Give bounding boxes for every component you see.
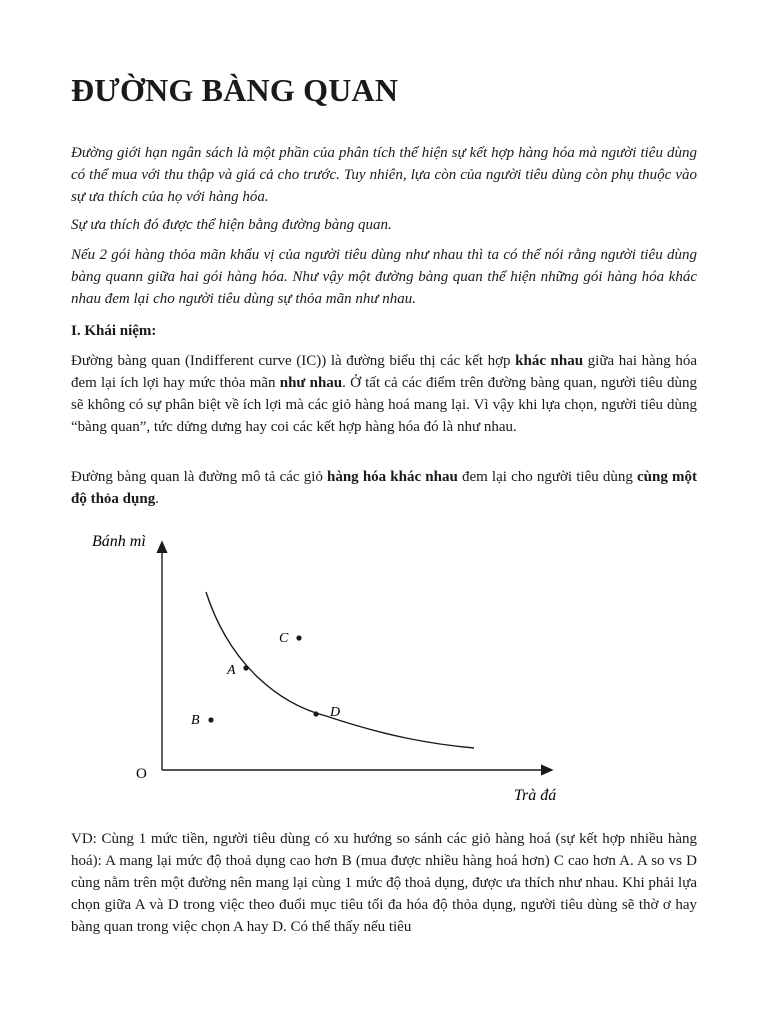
definition2-text-d: . xyxy=(155,491,159,507)
definition2-bold-2: cùng một độ thỏa dụng xyxy=(71,469,697,507)
page-title: ĐƯỜNG BÀNG QUAN xyxy=(71,72,399,108)
intro-paragraph-1: Đường giới hạn ngân sách là một phần của phân tích thể hiện sự kết hợp hàng hóa mà người tiêu dùng có thể mua với thu thập và giá cả cho trước. Tuy nhiên, lựa còn của người tiêu dùng còn phụ thuộc vào sự ưa thích của họ với hàng hóa. xyxy=(71,145,697,205)
definition2-text-c: đem lại cho người tiêu dùng xyxy=(457,469,638,485)
definition-text-d: . Ở tất cả các điểm trên đường bàng quan, người tiêu dùng sẽ không có sự phân biệt về ích lợi mà các giỏ hàng hoá mang lại. Vì vậy khi lựa chọn, người tiêu dùng “bàng quan”, tức dửng dưng hay coi các kết hợp hàng hóa đó là như nhau. xyxy=(71,375,698,435)
definition-paragraph xyxy=(71,350,697,438)
point-b-marker xyxy=(208,717,213,722)
point-b-label: B xyxy=(191,713,200,728)
definition-bold-1: khác nhau xyxy=(515,353,584,369)
section-heading: I. Khái niệm: xyxy=(71,323,157,339)
intro-paragraph-2: Sự ưa thích đó được thể hiện bằng đường bàng quan. xyxy=(71,217,392,233)
point-c-label: C xyxy=(279,631,289,646)
example-paragraph: VD: Cùng 1 mức tiền, người tiêu dùng có xu hướng so sánh các giỏ hàng hoá (sự kết hợp nhiều hàng hoá): A mang lại mức độ thoả dụng cao hơn B (mua được nhiều hàng hoá hơn) C cao hơn A. A so vs D cùng nằm trên một đường nên mang lại cùng 1 mức độ thoả dụng, được ưa thích như nhau. Khi phải lựa chọn giữa A và D trong việc theo đuổi mục tiêu tối đa hóa độ thỏa dụng, người tiêu dùng sẽ thờ ơ hay bàng quan trong việc chọn A hay D. Có thể thấy nếu tiêu xyxy=(71,831,697,935)
origin-label: O xyxy=(136,766,147,782)
point-a-marker xyxy=(243,665,248,670)
definition2-text-a: Đường bàng quan là đường mô tả các giỏ xyxy=(71,469,327,485)
definition-bold-2: như nhau xyxy=(279,375,343,391)
indifference-curve-diagram xyxy=(90,526,610,816)
definition-text-a: Đường bàng quan (Indifferent curve (IC)) là đường biểu thị các kết hợp xyxy=(71,353,516,369)
intro-paragraph-3: Nếu 2 gói hàng thỏa mãn khẩu vị của người tiêu dùng như nhau thì ta có thể nói rằng người tiêu dùng bàng quann giữa hai gói hàng hóa. Như vậy một đường bàng quan thể hiện những gói hàng hóa khác nhau đem lại cho người tiêu dùng sự thỏa mãn như nhau. xyxy=(71,247,697,307)
point-d-marker xyxy=(313,711,318,716)
point-d-label: D xyxy=(330,705,341,720)
point-a-label: A xyxy=(227,663,236,678)
definition-text-c: giữa hai hàng hóa đem lại ích lợi hay mức thỏa mãn xyxy=(71,353,697,391)
definition-paragraph-2 xyxy=(71,466,697,510)
x-axis-label: Trà đá xyxy=(514,787,557,804)
y-axis-label: Bánh mì xyxy=(92,533,146,550)
definition2-bold-1: hàng hóa khác nhau xyxy=(327,469,458,485)
point-c-marker xyxy=(296,635,301,640)
